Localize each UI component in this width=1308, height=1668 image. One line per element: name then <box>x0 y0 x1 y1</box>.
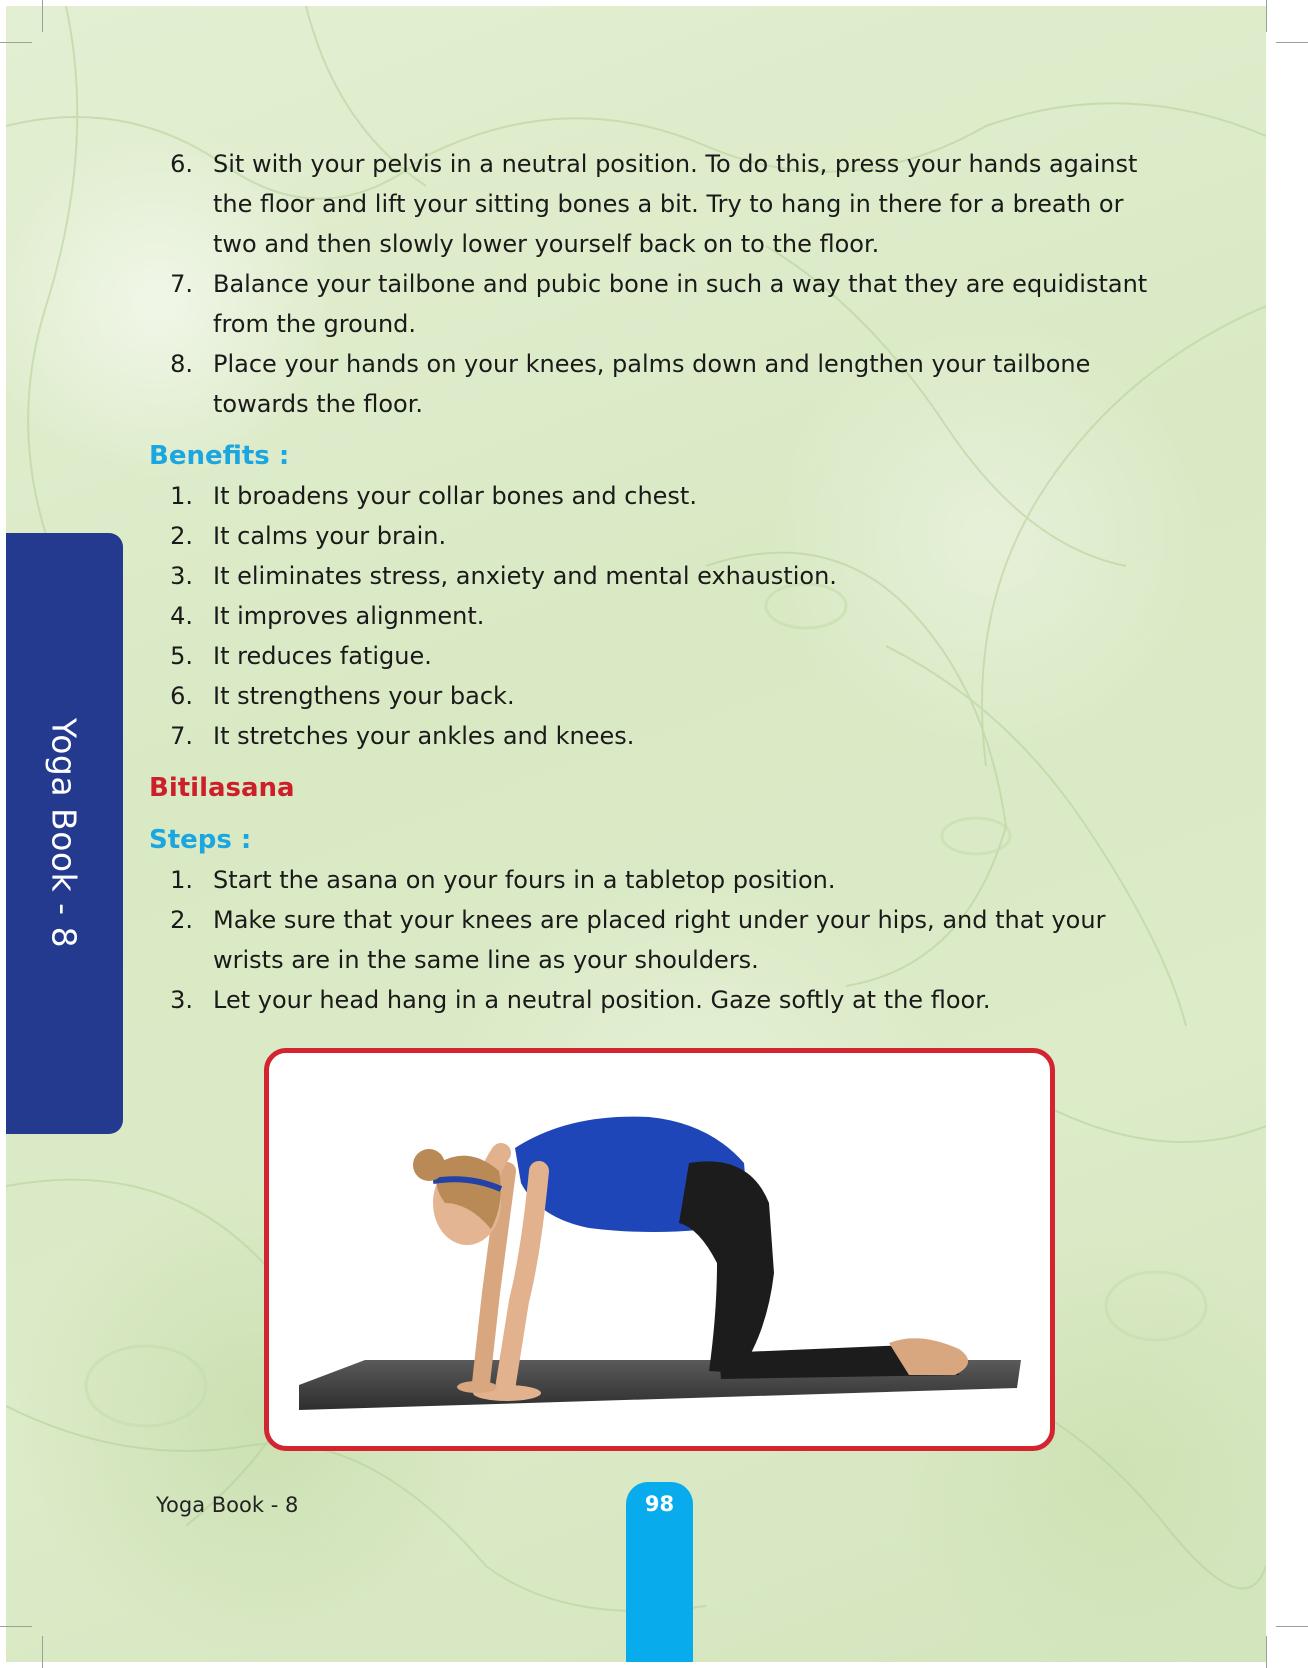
benefits-heading: Benefits : <box>149 441 290 471</box>
page-content <box>149 144 1159 1020</box>
list-item: 8. Place your hands on your knees, palms down and lengthen your tailbone towards the floor. <box>170 350 1091 418</box>
list-item: 4. It improves alignment. <box>170 602 485 630</box>
crop-mark <box>1276 1626 1308 1627</box>
list-item: 2. Make sure that your knees are placed right under your hips, and that your wrists are in the same line as your shoulders. <box>170 906 1106 974</box>
steps-heading: Steps : <box>149 825 252 855</box>
page-number: 98 <box>644 1492 675 1516</box>
list-item: 3. It eliminates stress, anxiety and mental exhaustion. <box>170 562 837 590</box>
crop-mark <box>0 42 32 43</box>
crop-mark <box>1266 1636 1267 1668</box>
side-tab-label: Yoga Book - 8 <box>44 717 84 949</box>
list-item: 7. It stretches your ankles and knees. <box>170 722 635 750</box>
footer-book-label: Yoga Book - 8 <box>156 1493 299 1517</box>
intro-steps-list <box>149 144 1159 424</box>
list-item: 5. It reduces fatigue. <box>170 642 432 670</box>
benefits-list <box>149 476 1159 756</box>
chapter-side-tab <box>6 533 123 1134</box>
asana-steps-list <box>149 860 1159 1020</box>
crop-mark <box>42 0 43 32</box>
asana-title: Bitilasana <box>149 773 295 803</box>
list-item: 2. It calms your brain. <box>170 522 447 550</box>
cat-pose-illustration <box>269 1053 1050 1446</box>
page-number-tab <box>626 1482 693 1662</box>
list-item: 7. Balance your tailbone and pubic bone in such a way that they are equidistant from the ground. <box>170 270 1148 338</box>
list-item: 6. Sit with your pelvis in a neutral position. To do this, press your hands against the floor and lift your sitting bones a bit. Try to hang in there for a breath or two and then slowly lower yourself back on to the floor. <box>170 150 1138 258</box>
list-item: 6. It strengthens your back. <box>170 682 515 710</box>
crop-mark <box>0 1626 32 1627</box>
crop-mark <box>42 1636 43 1668</box>
asana-photo-frame <box>264 1048 1055 1451</box>
list-item: 1. Start the asana on your fours in a tabletop position. <box>170 866 836 894</box>
crop-mark <box>1266 0 1267 32</box>
list-item: 3. Let your head hang in a neutral position. Gaze softly at the floor. <box>170 986 991 1014</box>
crop-mark <box>1276 42 1308 43</box>
book-page <box>6 6 1266 1662</box>
list-item: 1. It broadens your collar bones and chest. <box>170 482 697 510</box>
